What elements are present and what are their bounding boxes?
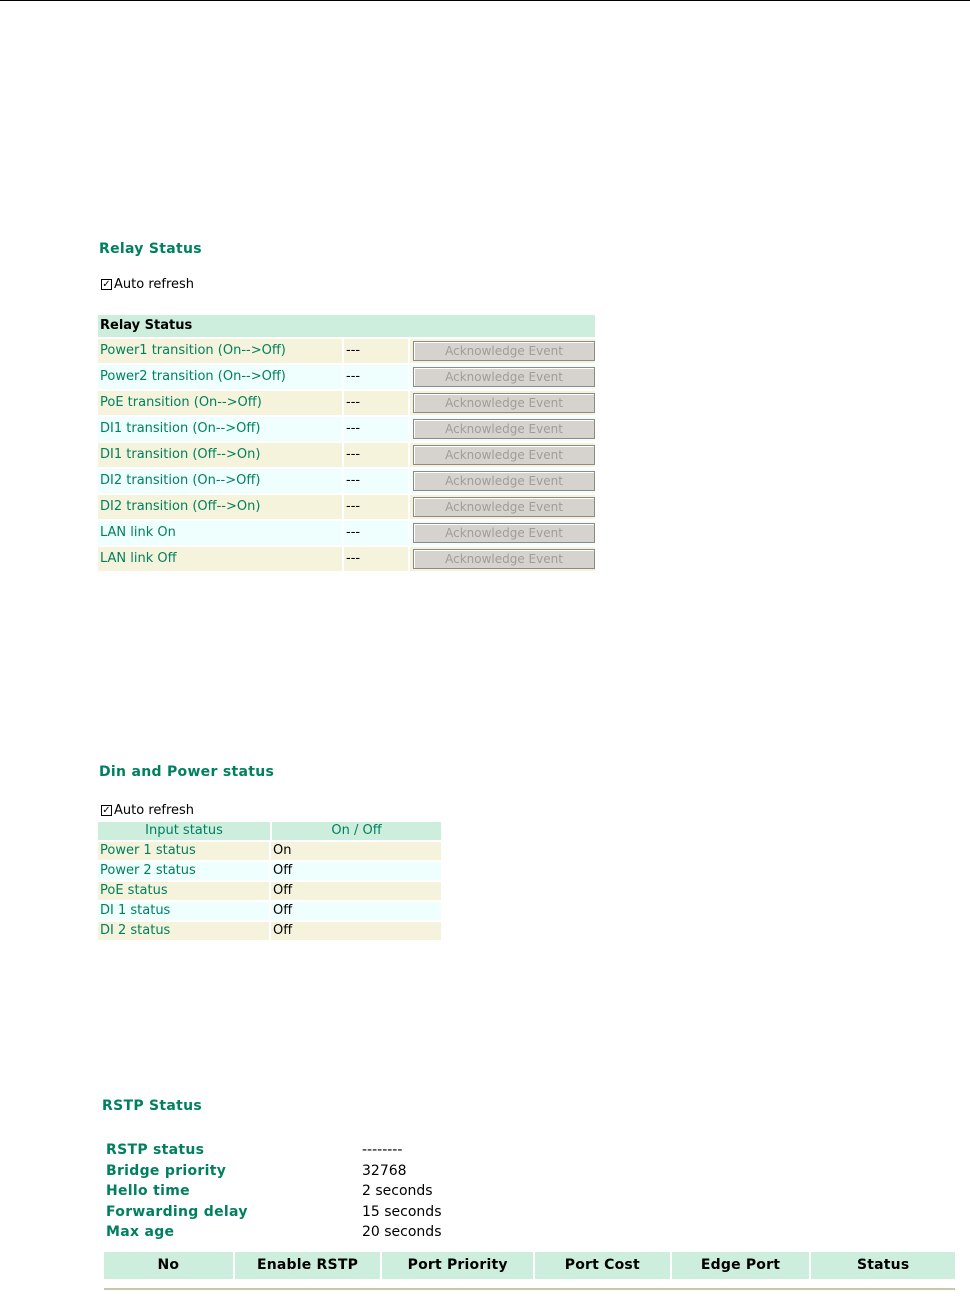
checkbox-checked-icon[interactable]: ✓	[102, 805, 111, 816]
relay-event-label: LAN link Off	[98, 547, 342, 571]
relay-row	[98, 495, 595, 519]
acknowledge-event-button[interactable]: Acknowledge Event	[413, 549, 595, 569]
din-row	[98, 842, 441, 860]
din-row	[98, 862, 441, 880]
checkbox-checked-icon[interactable]: ✓	[102, 279, 111, 290]
relay-event-label: Power2 transition (On-->Off)	[98, 365, 342, 389]
input-status-value: Off	[271, 882, 441, 900]
rstp-info-row	[106, 1202, 442, 1223]
relay-row	[98, 469, 595, 493]
relay-event-status: ---	[344, 521, 408, 545]
relay-row	[98, 417, 595, 441]
rstp-info-row	[106, 1140, 442, 1161]
input-status-label: DI 2 status	[98, 922, 269, 940]
rstp-table-header	[104, 1252, 955, 1279]
din-power-table	[98, 822, 441, 942]
relay-auto-refresh[interactable]	[101, 277, 194, 292]
relay-event-label: DI2 transition (Off-->On)	[98, 495, 342, 519]
rstp-info-value: 2 seconds	[362, 1183, 433, 1200]
input-status-label: PoE status	[98, 882, 269, 900]
rstp-info-value: 15 seconds	[362, 1203, 442, 1220]
acknowledge-event-button[interactable]: Acknowledge Event	[413, 497, 595, 517]
rstp-port-table	[104, 1252, 955, 1290]
input-status-label: Power 1 status	[98, 842, 269, 860]
rstp-info-value: 32768	[362, 1162, 407, 1179]
relay-event-status: ---	[344, 495, 408, 519]
relay-event-label: PoE transition (On-->Off)	[98, 391, 342, 415]
relay-action-cell	[410, 391, 595, 415]
input-status-label: Power 2 status	[98, 862, 269, 880]
acknowledge-event-button[interactable]: Acknowledge Event	[413, 523, 595, 543]
relay-event-status: ---	[344, 339, 408, 363]
input-status-value: Off	[271, 922, 441, 940]
input-status-value: Off	[271, 862, 441, 880]
relay-action-cell	[410, 495, 595, 519]
relay-row	[98, 547, 595, 571]
relay-event-label: DI1 transition (On-->Off)	[98, 417, 342, 441]
din-row	[98, 902, 441, 920]
relay-action-cell	[410, 547, 595, 571]
top-divider	[0, 0, 970, 1]
relay-event-status: ---	[344, 365, 408, 389]
relay-table-header: Relay Status	[98, 315, 595, 337]
relay-status-table	[98, 315, 595, 571]
din-row	[98, 922, 441, 940]
rstp-status-title: RSTP Status	[102, 1098, 203, 1114]
input-status-label: DI 1 status	[98, 902, 269, 920]
relay-row	[98, 365, 595, 389]
column-header: On / Off	[272, 822, 441, 840]
rstp-info-key: Forwarding delay	[106, 1203, 248, 1220]
relay-event-status: ---	[344, 417, 408, 441]
relay-event-label: DI1 transition (Off-->On)	[98, 443, 342, 467]
rstp-info-key: Hello time	[106, 1183, 190, 1200]
din-power-title: Din and Power status	[99, 764, 275, 780]
auto-refresh-label: Auto refresh	[114, 277, 195, 292]
column-header: Status	[811, 1252, 955, 1279]
auto-refresh-label: Auto refresh	[114, 803, 195, 818]
acknowledge-event-button[interactable]: Acknowledge Event	[413, 393, 595, 413]
relay-row	[98, 521, 595, 545]
relay-event-label: Power1 transition (On-->Off)	[98, 339, 342, 363]
din-table-header	[98, 822, 441, 840]
acknowledge-event-button[interactable]: Acknowledge Event	[413, 471, 595, 491]
relay-event-label: DI2 transition (On-->Off)	[98, 469, 342, 493]
column-header: Port Cost	[535, 1252, 670, 1279]
rstp-info-key: Max age	[106, 1224, 175, 1241]
relay-action-cell	[410, 417, 595, 441]
relay-action-cell	[410, 469, 595, 493]
relay-row	[98, 443, 595, 467]
rstp-info-list	[106, 1140, 442, 1243]
input-status-value: On	[271, 842, 441, 860]
relay-event-label: LAN link On	[98, 521, 342, 545]
relay-action-cell	[410, 521, 595, 545]
relay-event-status: ---	[344, 443, 408, 467]
acknowledge-event-button[interactable]: Acknowledge Event	[413, 419, 595, 439]
rstp-info-row	[106, 1181, 442, 1202]
rstp-info-key: Bridge priority	[106, 1162, 227, 1179]
column-header: Input status	[98, 822, 270, 840]
din-row	[98, 882, 441, 900]
relay-status-title: Relay Status	[99, 241, 202, 257]
relay-event-status: ---	[344, 391, 408, 415]
rstp-info-row	[106, 1222, 442, 1243]
acknowledge-event-button[interactable]: Acknowledge Event	[413, 445, 595, 465]
relay-row	[98, 391, 595, 415]
relay-row	[98, 339, 595, 363]
relay-event-status: ---	[344, 469, 408, 493]
column-header: No	[104, 1252, 233, 1279]
column-header: Edge Port	[672, 1252, 810, 1279]
rstp-info-key: RSTP status	[106, 1142, 205, 1158]
relay-event-status: ---	[344, 547, 408, 571]
acknowledge-event-button[interactable]: Acknowledge Event	[413, 367, 595, 387]
relay-action-cell	[410, 339, 595, 363]
rstp-info-value: 20 seconds	[362, 1224, 442, 1241]
column-header: Port Priority	[382, 1252, 533, 1279]
rstp-info-row	[106, 1161, 442, 1182]
input-status-value: Off	[271, 902, 441, 920]
column-header: Enable RSTP	[235, 1252, 381, 1279]
table-divider	[104, 1288, 955, 1290]
din-auto-refresh[interactable]	[101, 803, 194, 818]
rstp-info-value: --------	[362, 1142, 403, 1158]
relay-action-cell	[410, 443, 595, 467]
acknowledge-event-button[interactable]: Acknowledge Event	[413, 341, 595, 361]
relay-action-cell	[410, 365, 595, 389]
